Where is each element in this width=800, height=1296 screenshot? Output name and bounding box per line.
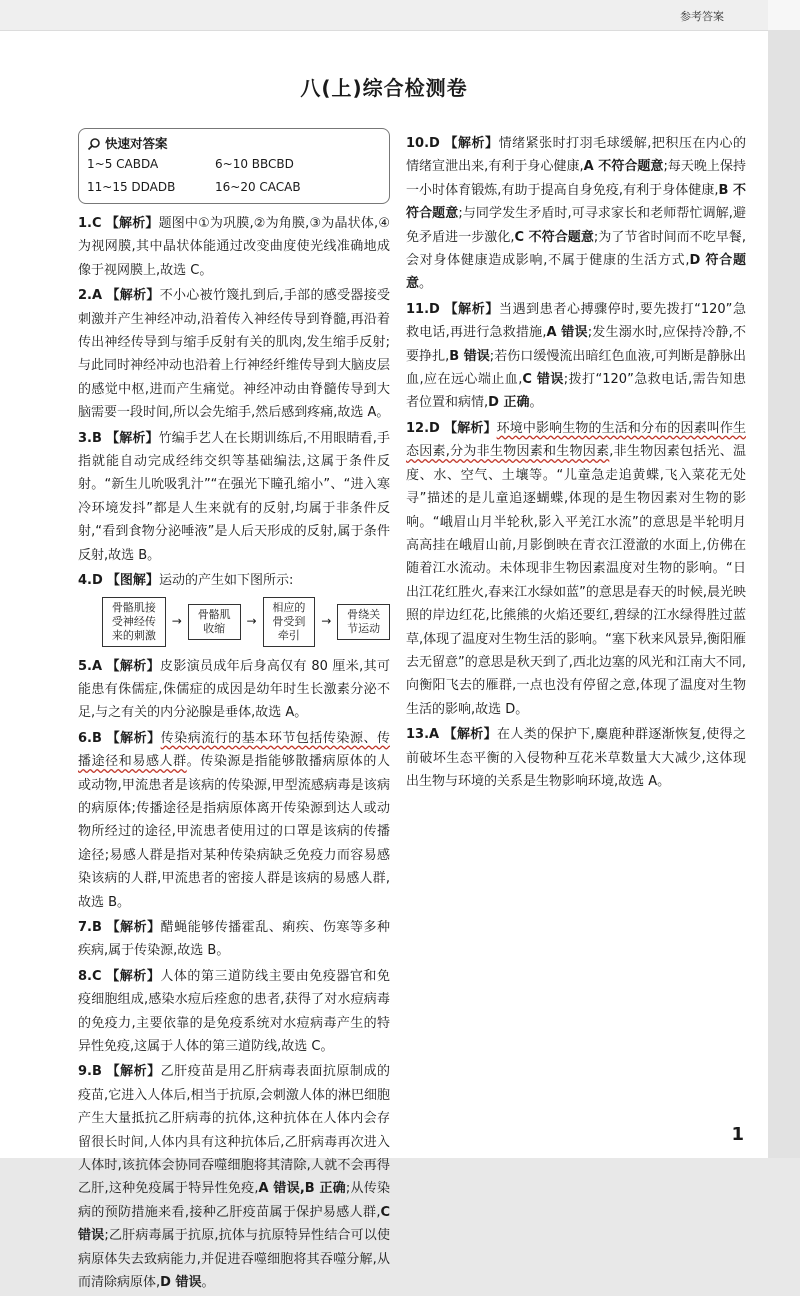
item-tag: 【解析】	[443, 727, 498, 743]
item-tag: 【解析】	[106, 430, 159, 446]
magnifier-icon	[87, 137, 101, 151]
verdict: C 错误	[78, 1204, 390, 1244]
item-tag: 【解析】	[106, 968, 161, 984]
item-text: ;发生溺水时,应保持冷静,不要挣扎,	[406, 325, 746, 364]
item-number: 1.C	[78, 216, 102, 231]
flow-step: 骨绕关节运动	[337, 604, 390, 640]
arrow-right-icon: →	[321, 613, 332, 628]
item-tag: 【解析】	[106, 730, 161, 746]
quick-answer-header	[87, 135, 381, 153]
item-tag: 【解析】	[106, 1064, 161, 1080]
verdict: A 错误,B 正确	[258, 1181, 346, 1197]
answer-item-2	[78, 284, 390, 424]
item-text: ;乙肝病毒属于抗原,抗体与抗原特异性结合可以使病原体失去致病能力,并促进吞噬细胞将其吞噬分解,从而清除病原体,	[78, 1228, 390, 1291]
item-tag: 【解析】	[105, 216, 159, 231]
quick-answer-box	[78, 128, 390, 204]
answer-range: 11~15 DDADB	[87, 180, 176, 194]
item-text: 乙肝疫苗是用乙肝病毒表面抗原制成的疫苗,它进入人体后,相当于抗原,会刺激人体的淋巴细胞产生大量抵抗乙肝病毒的抗体,这种抗体在人体内会存留很长时间,人体内具有这种抗体后,乙肝病毒再次进入人体时,该抗体会协同吞噬细胞将其清除,人就不会再得乙肝,这种免疫属于特异性免疫,	[78, 1064, 390, 1197]
item-text: 醋蝇能够传播霍乱、痢疾、伤寒等多种疾病,属于传染源,故选 B。	[78, 919, 390, 959]
answer-item-13	[406, 723, 746, 793]
item-number: 8.C	[78, 968, 102, 984]
top-bar	[0, 0, 768, 31]
item-number: 4.D	[78, 573, 103, 589]
item-text: ,非生物因素包括光、温度、水、空气、土壤等。“儿童急走追黄蝶,飞入菜花无处寻”描述的是儿童追逐蝴蝶,体现的是生物因素对生物的影响。“峨眉山月半轮秋,影入平羌江水流”的意思是半轮明月高高挂在峨眉山前,月影倒映在青衣江澄澈的水面上,仿佛在随着江水流动。未体现非生物因素温度对生物的影响。“日出江花红胜火,春来江水绿如蓝”的意思是春天的时候,晨光映照的岸边红花,比熊熊的火焰还要红,碧绿的江水绿得胜过蓝草,体现了温度对生物生活的影响。“塞下秋来风景异,衡阳雁去无留意”的意思是秋天到了,西北边塞的风光和江南大不同,向衡阳飞去的雁群,一点也没有停留之意,体现了温度对生物生活的影响,故选 D。	[406, 444, 746, 717]
item-text: 人体的第三道防线主要由免疫器官和免疫细胞组成,感染水痘后痊愈的患者,获得了对水痘病毒的免疫力,主要依靠的是免疫系统对水痘病毒产生的特异性免疫,这属于人体的第三道防线,故选 C。	[78, 968, 390, 1054]
verdict: B 错误	[449, 348, 490, 364]
item-text: 竹编手艺人在长期训练后,不用眼睛看,手指就能自动完成经纬交织等基础编法,这属于条件反射。“新生儿吮吸乳汁”“在强光下瞳孔缩小”、“进入寒冷环境发抖”都是人生来就有的反射,均属于非条件反射,“看到食物分泌唾液”是人后天形成的反射,属于条件反射,故选 B。	[78, 430, 390, 563]
item-number: 3.B	[78, 430, 102, 446]
item-text: 。传染源是指能够散播病原体的人或动物,甲流患者是该病的传染源,甲型流感病毒是该病的病原体;传播途径是指病原体离开传染源到达人或动物所经过的途径,甲流患者使用过的口罩是该病的传播途径;易感人群是指对某种传染病缺乏免疫力而容易感染该病的人群,甲流患者的密接人群是该病的易感人群,故选 B。	[78, 754, 390, 910]
answer-item-8	[78, 965, 390, 1059]
page-title: 八(上)综合检测卷	[300, 76, 468, 100]
answer-item-1	[78, 212, 390, 282]
item-tag: 【解析】	[444, 136, 499, 151]
right-margin	[768, 0, 800, 1158]
item-tag: 【图解】	[106, 573, 159, 589]
item-text: ;拨打“120”急救电话,需告知患者位置和病情,	[406, 372, 747, 411]
answer-item-12	[406, 417, 746, 721]
item-text: 不小心被竹篾扎到后,手部的感受器接受刺激并产生神经冲动,沿着传入神经传导到脊髓,再沿着传出神经传导到与缩手反射有关的肌肉,发生缩手反射;与此同时神经冲动也沿着上行神经纤维传导到大脑皮层的感觉中枢,进而产生痛觉。神经冲动由脊髓传导到大脑需要一段时间,所以会先缩手,然后感到疼痛,故选 A。	[78, 288, 391, 421]
answer-item-3	[78, 427, 390, 567]
item-text: ;若伤口缓慢流出暗红色血液,可判断是静脉出血,应在远心端止血,	[406, 348, 747, 388]
item-text: 当遇到患者心搏骤停时,要先拨打“120”急救电话,再进行急救措施,	[406, 301, 746, 341]
answer-range: 16~20 CACAB	[215, 180, 301, 194]
answer-range: 6~10 BBCBD	[215, 157, 294, 171]
flow-step: 骨骼肌接受神经传来的刺激	[102, 597, 166, 647]
item-tag: 【解析】	[106, 919, 161, 935]
answer-row	[87, 176, 381, 199]
item-text: ;从传染病的预防措施来看,接种乙肝疫苗属于保护易感人群,	[78, 1181, 391, 1220]
verdict: C 不符合题意	[514, 229, 594, 245]
item-text: 。	[419, 276, 433, 292]
item-number: 7.B	[78, 919, 102, 935]
item-number: 6.B	[78, 730, 102, 746]
verdict: C 错误	[522, 372, 564, 388]
item-text: 皮影演员成年后身高仅有 80 厘米,其可能患有侏儒症,侏儒症的成因是幼年时生长激素分泌不足,与之有关的内分泌腺是垂体,故选 A。	[78, 658, 390, 721]
item-text: ;每天晚上保持一小时体育锻炼,有助于提高自身免疫,有利于身体健康,	[406, 159, 746, 198]
item-tag: 【解析】	[106, 288, 160, 304]
verdict: D 正确	[488, 395, 530, 411]
movement-flow-diagram	[102, 597, 390, 647]
item-text: 题图中①为巩膜,②为角膜,③为晶状体,④为视网膜,其中晶状体能通过改变曲度使光线准确地成像于视网膜上,故选 C。	[78, 216, 390, 278]
item-number: 2.A	[78, 288, 103, 304]
arrow-right-icon: →	[171, 613, 182, 628]
quick-answer-title: 快速对答案	[105, 136, 168, 151]
left-column	[78, 128, 390, 1296]
header-label: 参考答案	[680, 10, 724, 23]
answer-item-5	[78, 655, 390, 725]
verdict: B 不符合题意	[406, 182, 746, 222]
answer-item-10	[406, 132, 746, 296]
right-column	[406, 132, 746, 795]
answer-range: 1~5 CABDA	[87, 157, 159, 171]
item-text: 在人类的保护下,麋鹿种群逐渐恢复,使得之前破坏生态平衡的入侵物种互花米草数量大大减少,这体现出生物与环境的关系是生物影响环境,故选 A。	[406, 727, 746, 789]
item-number: 12.D	[406, 420, 440, 436]
item-text: 。	[201, 1275, 215, 1291]
answer-row	[87, 153, 381, 176]
flow-step: 骨骼肌收缩	[188, 604, 241, 640]
arrow-right-icon: →	[246, 613, 257, 628]
item-text: ;与同学发生矛盾时,可寻求家长和老师帮忙调解,避免矛盾进一步激化,	[406, 206, 746, 245]
verdict: A 错误	[546, 325, 588, 341]
item-number: 5.A	[78, 658, 103, 674]
key-point: 环境中影响生物的生活和分布的因素叫作生态因素,分为非生物因素和生物因素	[406, 420, 746, 460]
page-number: 1	[731, 1124, 744, 1145]
item-text: ;为了节省时间而不吃早餐,会对身体健康造成影响,不属于健康的生活方式,	[406, 229, 746, 269]
corner-tab	[768, 0, 800, 30]
item-number: 9.B	[78, 1064, 102, 1080]
item-number: 10.D	[406, 136, 440, 151]
answer-item-11	[406, 298, 746, 415]
flow-step: 相应的骨受到牵引	[263, 597, 316, 647]
answer-item-9	[78, 1060, 390, 1294]
verdict: A 不符合题意	[583, 159, 664, 175]
item-number: 11.D	[406, 301, 440, 317]
verdict: D 错误	[160, 1275, 202, 1291]
key-point: 传染病流行的基本环节包括传染源、传播途径和易感人群	[78, 730, 390, 770]
answer-item-6	[78, 727, 390, 914]
verdict: D 符合题意	[406, 253, 746, 292]
item-tag: 【解析】	[106, 658, 160, 674]
item-tag: 【解析】	[444, 301, 499, 317]
item-text: 运动的产生如下图所示:	[158, 573, 294, 589]
answer-item-7	[78, 916, 390, 963]
answer-item-4	[78, 569, 390, 592]
item-text: 情绪紧张时打羽毛球缓解,把积压在内心的情绪宣泄出来,有利于身心健康,	[406, 136, 746, 175]
item-number: 13.A	[406, 727, 440, 743]
item-text: 。	[529, 395, 543, 411]
item-tag: 【解析】	[444, 420, 497, 436]
